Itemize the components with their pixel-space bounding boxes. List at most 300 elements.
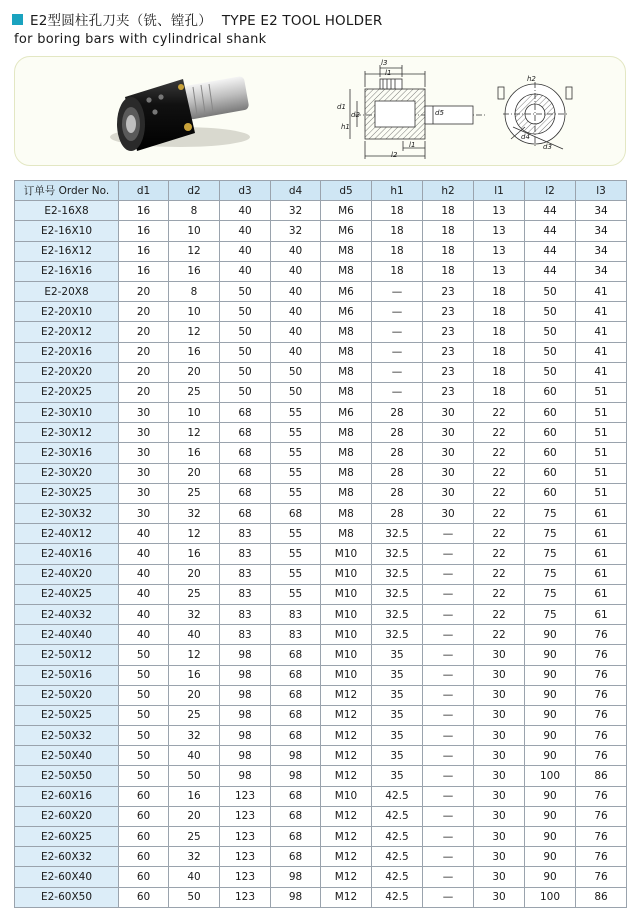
table-cell: M12 [321, 827, 372, 847]
order-number-cell: E2-50X25 [15, 705, 119, 725]
table-cell: M10 [321, 604, 372, 624]
table-cell: 123 [220, 806, 271, 826]
table-row [15, 403, 627, 423]
table-cell: 40 [271, 342, 321, 362]
table-cell: 41 [576, 281, 627, 301]
table-cell: 98 [220, 665, 271, 685]
order-number-cell: E2-20X8 [15, 281, 119, 301]
table-cell: 98 [220, 705, 271, 725]
table-cell: 83 [220, 524, 271, 544]
table-row [15, 746, 627, 766]
table-cell: 40 [220, 201, 271, 221]
order-number-cell: E2-40X32 [15, 604, 119, 624]
table-cell: 16 [169, 261, 220, 281]
table-cell: 22 [474, 423, 525, 443]
table-cell: 68 [271, 645, 321, 665]
table-cell: 30 [474, 887, 525, 907]
table-cell: 90 [525, 645, 576, 665]
table-cell: 30 [119, 423, 169, 443]
table-cell: 90 [525, 806, 576, 826]
table-cell: 123 [220, 847, 271, 867]
table-cell: — [423, 887, 474, 907]
table-cell: 40 [271, 241, 321, 261]
table-row [15, 241, 627, 261]
table-cell: — [423, 867, 474, 887]
table-cell: 28 [372, 403, 423, 423]
table-cell: 18 [474, 382, 525, 402]
table-cell: 13 [474, 261, 525, 281]
table-cell: 98 [220, 685, 271, 705]
table-cell: M8 [321, 322, 372, 342]
table-cell: 34 [576, 261, 627, 281]
table-cell: 83 [220, 564, 271, 584]
table-cell: 35 [372, 665, 423, 685]
order-number-cell: E2-60X16 [15, 786, 119, 806]
table-cell: 40 [119, 625, 169, 645]
table-row [15, 645, 627, 665]
table-cell: 25 [169, 483, 220, 503]
table-cell: 50 [169, 887, 220, 907]
order-number-cell: E2-50X12 [15, 645, 119, 665]
column-header: h2 [423, 181, 474, 201]
order-number-cell: E2-50X40 [15, 746, 119, 766]
title-cn: E2型圆柱孔刀夹（铣、镗孔） [30, 13, 212, 29]
table-cell: 60 [525, 443, 576, 463]
table-cell: 23 [423, 302, 474, 322]
order-number-cell: E2-60X20 [15, 806, 119, 826]
table-cell: 50 [525, 362, 576, 382]
table-cell: 98 [220, 645, 271, 665]
table-cell: 30 [474, 827, 525, 847]
column-header: l1 [474, 181, 525, 201]
table-cell: 50 [119, 726, 169, 746]
table-cell: 60 [525, 403, 576, 423]
table-cell: 18 [474, 302, 525, 322]
table-cell: 23 [423, 362, 474, 382]
table-cell: 18 [474, 281, 525, 301]
order-number-cell: E2-16X8 [15, 201, 119, 221]
table-cell: 68 [220, 504, 271, 524]
table-cell: 13 [474, 221, 525, 241]
table-cell: 12 [169, 524, 220, 544]
table-cell: M12 [321, 705, 372, 725]
table-cell: — [372, 322, 423, 342]
order-number-cell: E2-30X16 [15, 443, 119, 463]
table-cell: — [423, 544, 474, 564]
table-cell: — [423, 827, 474, 847]
side-section-drawing [350, 65, 487, 159]
table-cell: 41 [576, 342, 627, 362]
table-cell: 20 [169, 685, 220, 705]
table-cell: 25 [169, 705, 220, 725]
table-cell: 90 [525, 625, 576, 645]
table-cell: 76 [576, 827, 627, 847]
table-cell: — [423, 604, 474, 624]
table-cell: 35 [372, 685, 423, 705]
table-cell: 50 [525, 302, 576, 322]
table-cell: 35 [372, 746, 423, 766]
order-number-cell: E2-16X10 [15, 221, 119, 241]
table-cell: 50 [525, 342, 576, 362]
table-row [15, 483, 627, 503]
table-row [15, 261, 627, 281]
table-cell: — [423, 847, 474, 867]
table-cell: 30 [423, 463, 474, 483]
table-cell: 30 [474, 786, 525, 806]
table-cell: 68 [271, 685, 321, 705]
table-cell: 30 [474, 726, 525, 746]
order-number-cell: E2-30X32 [15, 504, 119, 524]
table-cell: 20 [119, 302, 169, 322]
table-cell: 18 [423, 241, 474, 261]
column-header: d1 [119, 181, 169, 201]
table-cell: 30 [119, 443, 169, 463]
table-cell: 68 [271, 786, 321, 806]
table-cell: M10 [321, 564, 372, 584]
table-cell: — [372, 382, 423, 402]
order-number-cell: E2-50X16 [15, 665, 119, 685]
table-cell: 30 [474, 665, 525, 685]
table-cell: 30 [474, 806, 525, 826]
dim-d1-label: d1 [337, 103, 346, 111]
table-cell: 98 [271, 867, 321, 887]
table-row [15, 827, 627, 847]
table-cell: 25 [169, 584, 220, 604]
table-cell: 44 [525, 261, 576, 281]
table-cell: 32.5 [372, 625, 423, 645]
table-cell: — [423, 705, 474, 725]
table-cell: 90 [525, 867, 576, 887]
table-row [15, 443, 627, 463]
table-cell: 50 [271, 382, 321, 402]
table-cell: — [423, 806, 474, 826]
table-cell: 30 [474, 766, 525, 786]
page-header [8, 6, 632, 52]
table-cell: 16 [119, 201, 169, 221]
table-cell: 83 [220, 584, 271, 604]
table-cell: 40 [220, 221, 271, 241]
table-cell: 32.5 [372, 544, 423, 564]
table-cell: 18 [372, 221, 423, 241]
table-cell: 75 [525, 544, 576, 564]
table-cell: 28 [372, 504, 423, 524]
table-cell: 76 [576, 645, 627, 665]
column-header: l2 [525, 181, 576, 201]
table-cell: 98 [220, 766, 271, 786]
order-number-cell: E2-60X40 [15, 867, 119, 887]
table-cell: 44 [525, 241, 576, 261]
table-cell: 32 [169, 604, 220, 624]
table-cell: 50 [220, 322, 271, 342]
dim-d2-label: d2 [351, 111, 360, 119]
table-cell: 51 [576, 403, 627, 423]
table-cell: 90 [525, 786, 576, 806]
table-cell: 40 [169, 625, 220, 645]
table-cell: 42.5 [372, 847, 423, 867]
table-cell: 76 [576, 625, 627, 645]
dim-l1-bottom-label: l1 [409, 141, 416, 149]
order-number-cell: E2-16X16 [15, 261, 119, 281]
table-cell: — [423, 685, 474, 705]
order-number-cell: E2-40X25 [15, 584, 119, 604]
table-cell: 34 [576, 201, 627, 221]
table-cell: M10 [321, 544, 372, 564]
table-cell: M10 [321, 665, 372, 685]
product-drawing [15, 57, 626, 166]
dim-h1-label: h1 [341, 123, 350, 131]
order-number-cell: E2-30X10 [15, 403, 119, 423]
table-cell: 76 [576, 806, 627, 826]
table-cell: 30 [423, 504, 474, 524]
table-cell: 90 [525, 685, 576, 705]
table-cell: 18 [474, 362, 525, 382]
table-cell: 98 [220, 726, 271, 746]
order-number-cell: E2-20X25 [15, 382, 119, 402]
table-cell: 83 [220, 604, 271, 624]
order-number-cell: E2-40X12 [15, 524, 119, 544]
table-cell: 50 [220, 362, 271, 382]
table-cell: 123 [220, 827, 271, 847]
table-cell: 30 [474, 645, 525, 665]
table-cell: 61 [576, 504, 627, 524]
table-cell: 76 [576, 847, 627, 867]
table-cell: 60 [525, 382, 576, 402]
table-cell: 20 [169, 463, 220, 483]
table-cell: 55 [271, 524, 321, 544]
table-row [15, 584, 627, 604]
table-cell: 41 [576, 322, 627, 342]
table-cell: — [423, 524, 474, 544]
table-cell: 20 [169, 564, 220, 584]
table-cell: 83 [271, 625, 321, 645]
table-cell: 20 [119, 342, 169, 362]
table-row [15, 342, 627, 362]
table-row [15, 887, 627, 907]
table-cell: 51 [576, 423, 627, 443]
table-cell: 20 [119, 322, 169, 342]
table-cell: 83 [271, 604, 321, 624]
table-cell: 68 [220, 463, 271, 483]
table-cell: 8 [169, 201, 220, 221]
table-cell: 30 [474, 685, 525, 705]
table-row [15, 524, 627, 544]
table-row [15, 766, 627, 786]
table-cell: — [372, 302, 423, 322]
dim-d3-label: d3 [543, 143, 552, 151]
table-cell: 50 [220, 342, 271, 362]
table-cell: 60 [119, 827, 169, 847]
table-cell: 123 [220, 887, 271, 907]
table-cell: 50 [119, 665, 169, 685]
table-cell: 20 [119, 382, 169, 402]
tool-holder-photo [110, 76, 250, 151]
table-cell: 68 [271, 504, 321, 524]
table-cell: 55 [271, 564, 321, 584]
table-cell: 98 [271, 746, 321, 766]
table-cell: 16 [119, 261, 169, 281]
table-cell: 40 [271, 322, 321, 342]
table-cell: 18 [372, 241, 423, 261]
table-cell: 68 [271, 726, 321, 746]
table-cell: 40 [119, 564, 169, 584]
table-cell: 13 [474, 241, 525, 261]
table-cell: 50 [525, 322, 576, 342]
table-cell: M8 [321, 261, 372, 281]
table-cell: 75 [525, 524, 576, 544]
table-cell: 32.5 [372, 524, 423, 544]
table-cell: 41 [576, 302, 627, 322]
table-cell: 51 [576, 443, 627, 463]
table-row [15, 604, 627, 624]
table-cell: 50 [169, 766, 220, 786]
table-cell: 30 [119, 403, 169, 423]
table-cell: 42.5 [372, 867, 423, 887]
table-cell: M12 [321, 806, 372, 826]
table-cell: 90 [525, 847, 576, 867]
table-cell: 32.5 [372, 584, 423, 604]
table-cell: 55 [271, 443, 321, 463]
table-cell: 123 [220, 786, 271, 806]
table-cell: 34 [576, 241, 627, 261]
table-cell: 55 [271, 544, 321, 564]
table-cell: 100 [525, 766, 576, 786]
table-cell: 40 [119, 604, 169, 624]
column-header: d3 [220, 181, 271, 201]
table-cell: 16 [169, 786, 220, 806]
table-cell: 90 [525, 827, 576, 847]
table-cell: — [423, 786, 474, 806]
table-cell: M6 [321, 302, 372, 322]
table-cell: 76 [576, 665, 627, 685]
product-figure-panel [14, 56, 626, 166]
table-cell: 30 [423, 403, 474, 423]
table-cell: — [372, 342, 423, 362]
table-row [15, 685, 627, 705]
order-number-cell: E2-30X20 [15, 463, 119, 483]
table-cell: 12 [169, 241, 220, 261]
table-cell: 28 [372, 463, 423, 483]
table-cell: 22 [474, 584, 525, 604]
order-number-cell: E2-20X16 [15, 342, 119, 362]
table-cell: 22 [474, 524, 525, 544]
table-cell: 40 [119, 584, 169, 604]
table-cell: 40 [119, 524, 169, 544]
table-cell: 18 [474, 342, 525, 362]
table-cell: 16 [169, 544, 220, 564]
table-cell: M8 [321, 382, 372, 402]
column-header: 订单号 Order No. [15, 181, 119, 201]
table-cell: — [423, 746, 474, 766]
table-cell: 50 [271, 362, 321, 382]
table-cell: 83 [220, 625, 271, 645]
table-cell: 60 [525, 463, 576, 483]
table-cell: — [423, 726, 474, 746]
table-cell: 86 [576, 766, 627, 786]
table-cell: 50 [119, 766, 169, 786]
table-cell: 12 [169, 645, 220, 665]
table-cell: 60 [119, 847, 169, 867]
table-cell: 75 [525, 604, 576, 624]
table-row [15, 806, 627, 826]
table-cell: 55 [271, 584, 321, 604]
table-cell: 40 [271, 302, 321, 322]
table-cell: 22 [474, 544, 525, 564]
table-cell: 18 [474, 322, 525, 342]
section-marker-icon [12, 14, 23, 25]
table-cell: 22 [474, 443, 525, 463]
table-cell: 30 [423, 483, 474, 503]
table-cell: 55 [271, 403, 321, 423]
table-cell: 90 [525, 665, 576, 685]
table-cell: 50 [525, 281, 576, 301]
table-cell: 61 [576, 584, 627, 604]
table-cell: 35 [372, 766, 423, 786]
order-number-cell: E2-40X16 [15, 544, 119, 564]
table-cell: 8 [169, 281, 220, 301]
table-row [15, 302, 627, 322]
table-cell: 76 [576, 705, 627, 725]
table-cell: 55 [271, 463, 321, 483]
table-cell: M8 [321, 504, 372, 524]
table-row [15, 705, 627, 725]
table-cell: M6 [321, 403, 372, 423]
table-cell: 22 [474, 564, 525, 584]
table-cell: 16 [119, 241, 169, 261]
table-cell: 32 [169, 504, 220, 524]
table-row [15, 463, 627, 483]
table-cell: 68 [220, 403, 271, 423]
dim-d4-label: d4 [521, 133, 530, 141]
page-title [30, 9, 383, 29]
table-cell: 50 [220, 302, 271, 322]
table-cell: 60 [525, 423, 576, 443]
table-cell: M8 [321, 241, 372, 261]
order-number-cell: E2-50X50 [15, 766, 119, 786]
column-header: d2 [169, 181, 220, 201]
table-cell: 75 [525, 564, 576, 584]
order-number-cell: E2-30X25 [15, 483, 119, 503]
table-cell: M12 [321, 746, 372, 766]
table-cell: 42.5 [372, 827, 423, 847]
table-cell: M10 [321, 625, 372, 645]
table-cell: 30 [423, 423, 474, 443]
table-cell: 22 [474, 463, 525, 483]
table-cell: M8 [321, 362, 372, 382]
dim-l1-top-label: l1 [385, 69, 392, 77]
column-header: d4 [271, 181, 321, 201]
table-cell: 44 [525, 201, 576, 221]
table-row [15, 847, 627, 867]
table-cell: 34 [576, 221, 627, 241]
table-cell: 68 [271, 827, 321, 847]
table-cell: M12 [321, 867, 372, 887]
order-number-cell: E2-20X20 [15, 362, 119, 382]
spec-table [14, 180, 627, 908]
column-header: h1 [372, 181, 423, 201]
table-cell: 50 [119, 645, 169, 665]
table-cell: M12 [321, 726, 372, 746]
table-cell: 30 [474, 705, 525, 725]
table-cell: 98 [271, 766, 321, 786]
table-cell: M10 [321, 584, 372, 604]
table-cell: M6 [321, 201, 372, 221]
table-cell: 98 [220, 746, 271, 766]
table-cell: 20 [169, 362, 220, 382]
table-cell: 60 [119, 867, 169, 887]
table-cell: 22 [474, 604, 525, 624]
table-cell: 90 [525, 746, 576, 766]
table-row [15, 362, 627, 382]
